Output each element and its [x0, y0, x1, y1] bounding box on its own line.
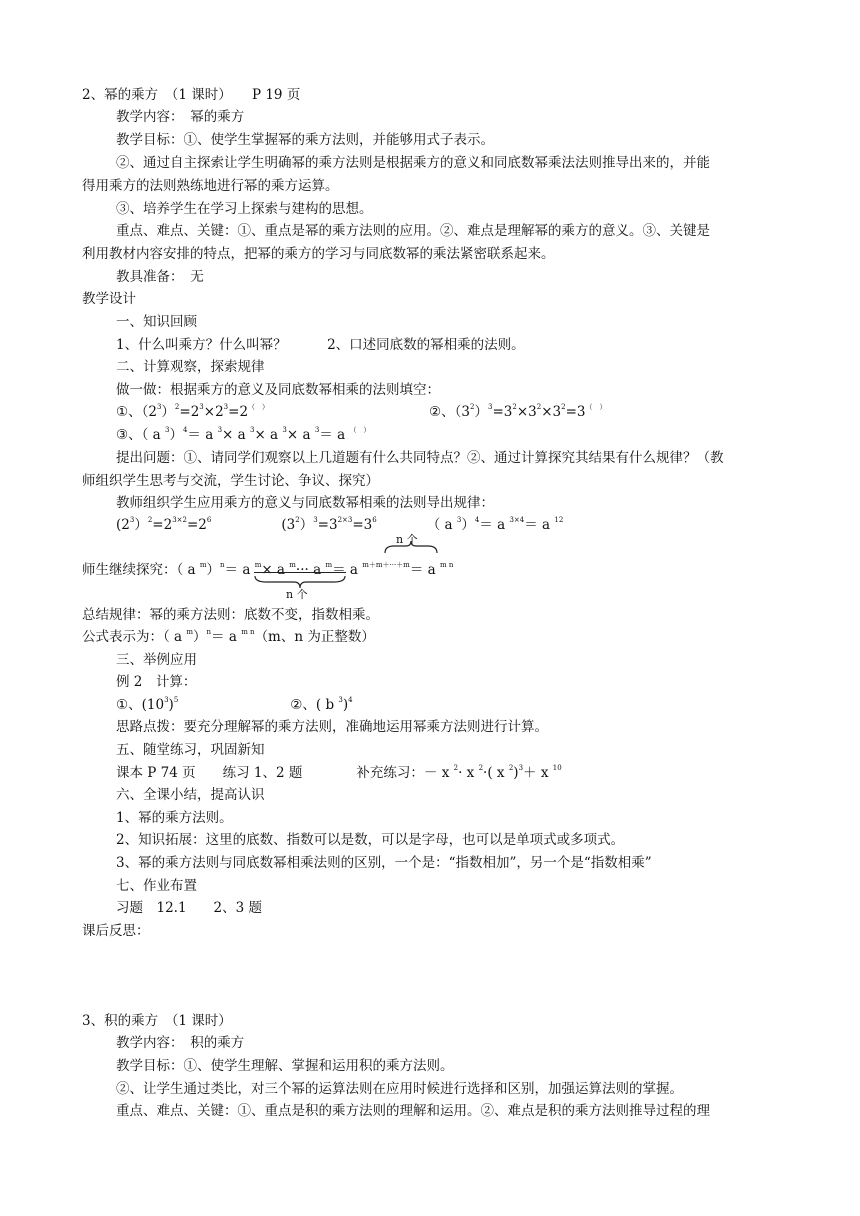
formula-condition: （m、n 为正整数）	[254, 629, 375, 645]
explore-formula: 师生继续探究：（ a $^m$）$^n$＝ a $^m$× a $^m$··· a $^m$＝ a $^{m+m+\cdot\cdot\cdot+m}$＝ a $^{m n}$	[82, 561, 454, 578]
s3-teaching-goal-1: 教学目标：①、使学生理解、掌握和运用积的乘方法则。	[116, 1058, 454, 1074]
section-3-heading: 3、积的乘方 （1 课时）	[82, 1013, 232, 1029]
part-2-heading: 二、计算观察，探索规律	[116, 359, 265, 375]
formula-line: 公式表示为：（ a $^m$）$^n$＝ a $^{m n}$（m、n 为正整数）	[82, 628, 375, 645]
teaching-goal-2-cont: 得用乘方的法则熟练地进行幂的乘方运算。	[82, 178, 339, 194]
teaching-content: 教学内容： 幂的乘方	[116, 109, 245, 125]
example-2-label: 例 2 计算：	[116, 674, 197, 690]
part-6-heading: 六、全课小结，提高认识	[116, 787, 265, 803]
s3-teaching-content: 教学内容： 积的乘方	[116, 1035, 245, 1051]
reflection-label: 课后反思：	[82, 923, 150, 939]
hint: 思路点拨：要充分理解幂的乘方法则，准确地运用幂乘方法则进行计算。	[116, 719, 548, 735]
summary-2: 2、知识拓展：这里的底数、指数可以是数，可以是字母，也可以是单项式或多项式。	[116, 832, 625, 848]
practice-text: 课本 P 74 页 练习 1、2 题	[116, 765, 303, 781]
review-questions: 1、什么叫乘方？什么叫幂？ 2、口述同底数的幂相乘的法则。	[116, 337, 525, 353]
key-points-cont: 利用教材内容安排的特点，把幂的乘方的学习与同底数幂的乘法紧密联系起来。	[82, 246, 555, 262]
design-heading: 教学设计	[82, 291, 136, 307]
top-brace-icon	[384, 540, 438, 554]
s3-teaching-goal-2: ②、让学生通过类比，对三个幂的运算法则在应用时候进行选择和区别，加强运算法则的掌握。	[116, 1081, 683, 1097]
teaching-tools: 教具准备： 无	[116, 269, 204, 285]
summary-3: 3、幂的乘方法则与同底数幂相乘法则的区别，一个是：“指数相加”，另一个是“指数相乘”	[116, 855, 652, 871]
part-7-heading: 七、作业布置	[116, 878, 197, 894]
part-5-heading: 五、随堂练习，巩固新知	[116, 742, 265, 758]
practice-line: 课本 P 74 页 练习 1、2 题 补充练习：－ x $^2$· x $^2$·( x $^2$)$^3$＋ x $^{10}$	[116, 764, 562, 781]
supplement-label: 补充练习：	[356, 765, 424, 781]
teaching-goal-1: 教学目标：①、使学生掌握幂的乘方法则，并能够用式子表示。	[116, 132, 494, 148]
explore-label: 师生继续探究：	[82, 562, 177, 578]
derived-results: $(2^3)^2=2^{3\times 2}=2^6$ $(3^2)^3=3^{2\times 3}=3^6$ （ a $^3$）$^4$＝ a $^{3\times 4}$＝ a $^{12}$	[116, 516, 564, 533]
part-1-heading: 一、知识回顾	[116, 314, 197, 330]
teaching-goal-3: ③、培养学生在学习上探索与建构的思想。	[116, 201, 373, 217]
formula-label: 公式表示为：	[82, 629, 163, 645]
exercise-3: ③、（ a $^3$）$^4$＝ a $^3$× a $^3$× a $^3$× a $^3$＝ a （ ）	[116, 426, 371, 443]
teaching-goal-2: ②、通过自主探索让学生明确幂的乘方法则是根据乘方的意义和同底数幂乘法法则推导出来的，并能	[116, 155, 710, 171]
part-3-heading: 三、举例应用	[116, 652, 197, 668]
section-2-heading: 2、幂的乘方 （1 课时） P 19 页	[82, 87, 301, 103]
summary-1: 1、幂的乘方法则。	[116, 810, 233, 826]
underline	[254, 572, 346, 573]
derive-rule: 教师组织学生应用乘方的意义与同底数幂相乘的法则导出规律：	[116, 495, 494, 511]
exercise-1-and-2: ①、$(2^3)^2=2^3\times 2^3=2^{( )}$ ②、$(3^2)^3=3^2\times 3^2\times 3^2=3^{( )}$	[116, 403, 607, 420]
n-label-bottom: n 个	[286, 588, 308, 601]
n-label-top: n 个	[396, 533, 418, 546]
example-2-problems: ①、$(10^3)^5$ ②、( b $^3$)$^4$	[116, 696, 353, 713]
question-prompt: 提出问题：①、请同学们观察以上几道题有什么共同特点？②、通过计算探究其结果有什么规律？（教	[116, 450, 724, 466]
key-points: 重点、难点、关键：①、重点是幂的乘方法则的应用。②、难点是理解幂的乘方的意义。③、关键是	[116, 223, 710, 239]
question-prompt-cont: 师组织学生思考与交流，学生讨论、争议、探究）	[82, 473, 379, 489]
homework: 习题 12.1 2、3 题	[116, 900, 263, 916]
summary-rule: 总结规律：幂的乘方法则：底数不变，指数相乘。	[82, 607, 379, 623]
try-it-prompt: 做一做：根据乘方的意义及同底数幂相乘的法则填空：	[116, 382, 440, 398]
s3-key-points: 重点、难点、关键：①、重点是积的乘方法则的理解和运用。②、难点是积的乘方法则推导过程的理	[116, 1103, 710, 1119]
